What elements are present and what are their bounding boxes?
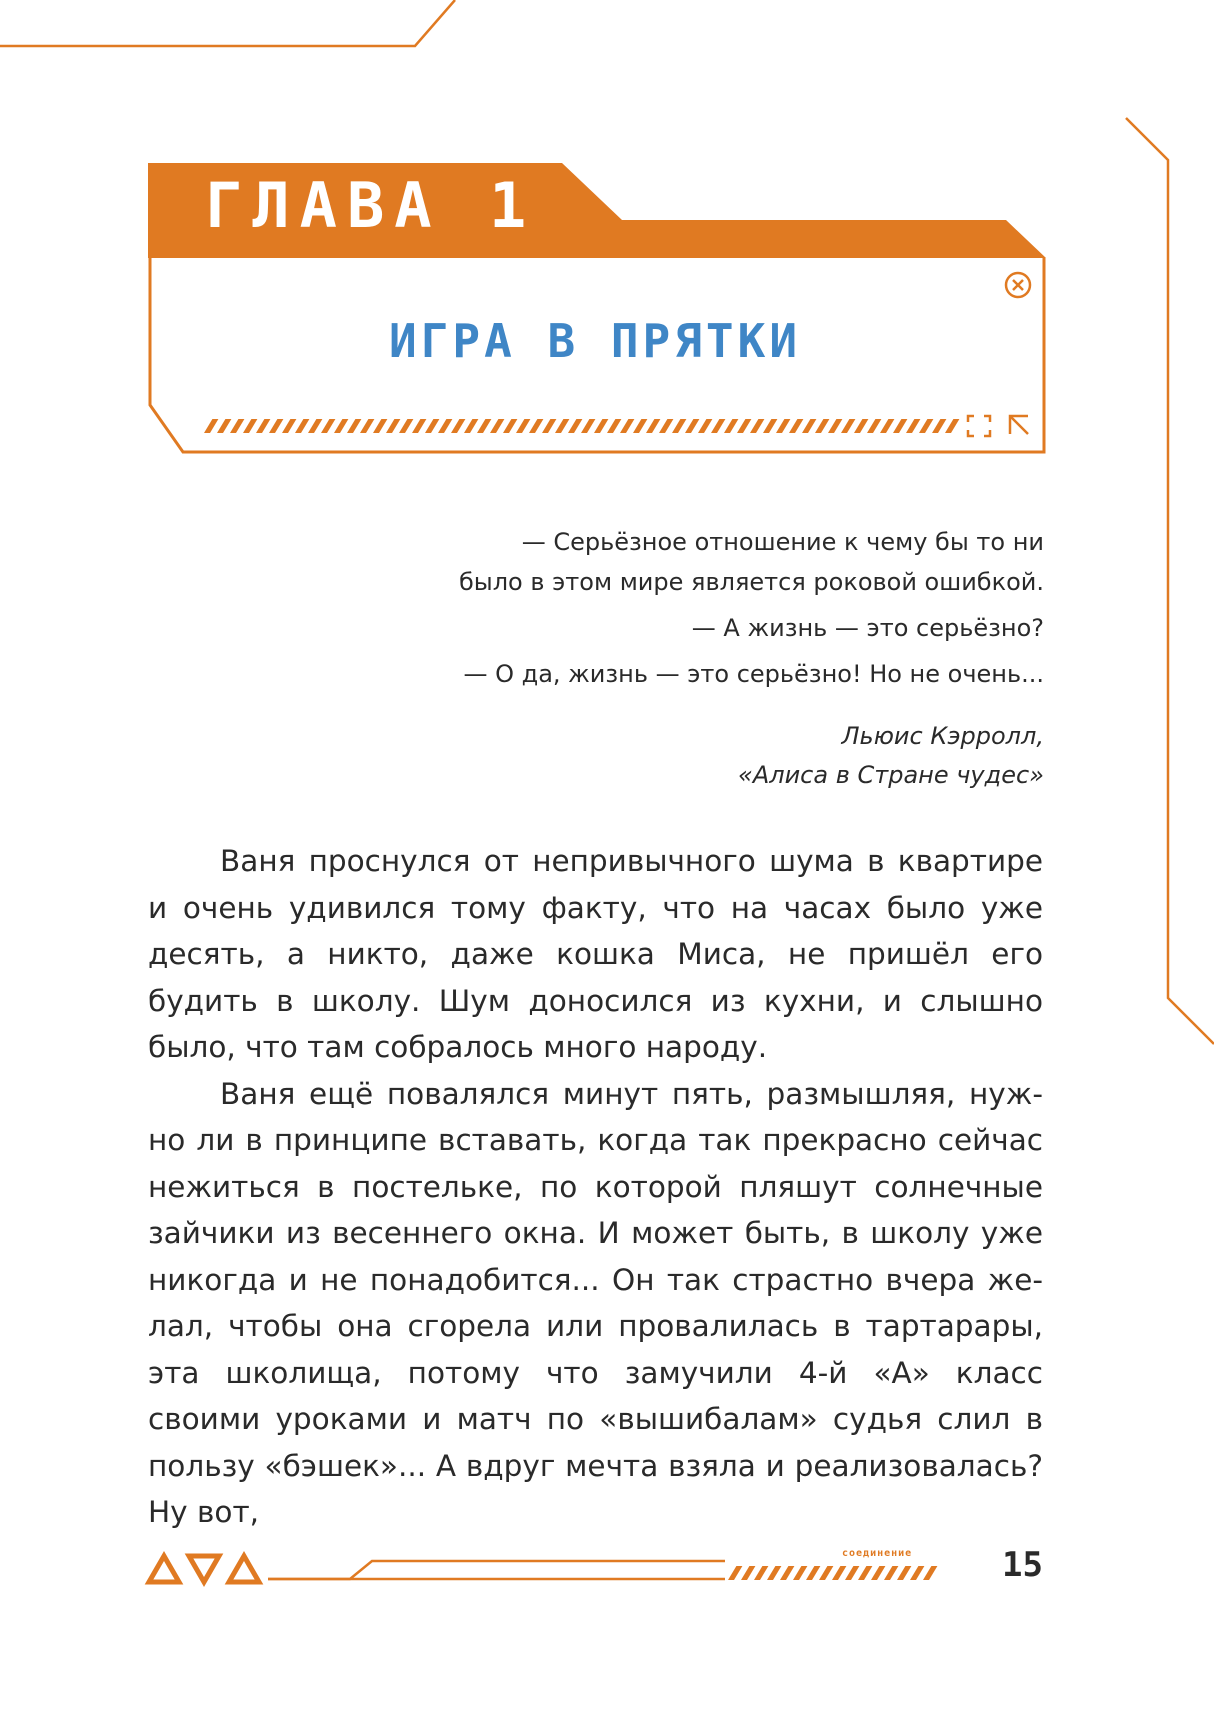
expand-corner-icon [966, 414, 1036, 438]
hazard-stripe [373, 419, 387, 433]
hazard-stripe [763, 419, 777, 433]
hazard-stripe [728, 1566, 742, 1580]
hazard-stripe [780, 1566, 794, 1580]
hazard-stripe [923, 1566, 937, 1580]
hazard-stripe [841, 419, 855, 433]
hazard-stripe [880, 419, 894, 433]
hazard-stripe [806, 1566, 820, 1580]
hazard-stripe [646, 419, 660, 433]
hazard-stripe [256, 419, 270, 433]
epigraph-line: — О да, жизнь — это серьёзно! Но не очень... [463, 660, 1044, 688]
hazard-stripes-header [204, 419, 959, 433]
hazard-stripe [412, 419, 426, 433]
hazard-stripe [633, 419, 647, 433]
hazard-stripe [754, 1566, 768, 1580]
hazard-stripe [685, 419, 699, 433]
hazard-stripe [897, 1566, 911, 1580]
hazard-stripe [815, 419, 829, 433]
hazard-stripe [854, 419, 868, 433]
epigraph-attribution [738, 717, 1044, 795]
hazard-stripe [789, 419, 803, 433]
hazard-stripe [243, 419, 257, 433]
hazard-stripe [360, 419, 374, 433]
paragraph: Ваня ещё повалялся минут пять, размышляя, нужно ли в принципе вставать, когда так прекрасно сейчас нежиться в постельке, по которой пляшут солнечные зайчики из весеннего окна. И может быть, в школу уже никогда и не понадобится... Он так страстно вчера желал, чтобы она сгорела или провалилась в тартарары, эта школища, потому что замучили 4-й «А» класс своими уроками и матч по «вышибалам» судья слил в пользу «бэшек»... А вдруг мечта взяла и реализовалась? Ну вот, [148, 1076, 1043, 1529]
hazard-stripe [282, 419, 296, 433]
hazard-stripe [308, 419, 322, 433]
hazard-stripe [945, 419, 959, 433]
hazard-stripe [659, 419, 673, 433]
chapter-title: ИГРА В ПРЯТКИ [388, 314, 802, 368]
hazard-stripe [581, 419, 595, 433]
epigraph-line: было в этом мире является роковой ошибкой. [458, 568, 1044, 596]
hazard-stripe [741, 1566, 755, 1580]
hazard-stripe [858, 1566, 872, 1580]
close-circle-icon [1003, 270, 1033, 300]
hazard-stripe [503, 419, 517, 433]
hazard-stripe [932, 419, 946, 433]
hazard-stripe [477, 419, 491, 433]
hazard-stripe [767, 1566, 781, 1580]
chapter-label: ГЛАВА 1 [205, 169, 537, 242]
epigraph [424, 522, 1044, 694]
triangle-shapes-icon [149, 1556, 259, 1582]
hazard-stripe [845, 1566, 859, 1580]
epigraph-author: Льюис Кэрролл, [841, 722, 1044, 750]
hazard-stripe [451, 419, 465, 433]
hazard-stripe [819, 1566, 833, 1580]
hazard-stripe [321, 419, 335, 433]
top-corner-line [0, 0, 455, 46]
hazard-stripe [793, 1566, 807, 1580]
right-side-bracket [1126, 118, 1214, 1044]
hazard-stripe [737, 419, 751, 433]
hazard-stripe [871, 1566, 885, 1580]
hazard-stripe [919, 419, 933, 433]
footer-line [268, 1561, 725, 1579]
hazard-stripe [516, 419, 530, 433]
hazard-stripe [884, 1566, 898, 1580]
hazard-stripe [269, 419, 283, 433]
hazard-stripe [698, 419, 712, 433]
hazard-stripe [867, 419, 881, 433]
hazard-stripe [893, 419, 907, 433]
hazard-stripe [425, 419, 439, 433]
hazard-stripe [724, 419, 738, 433]
hazard-stripe [607, 419, 621, 433]
hazard-stripe [711, 419, 725, 433]
hazard-stripe [776, 419, 790, 433]
hazard-stripe [399, 419, 413, 433]
epigraph-line: — Серьёзное отношение к чему бы то ни [521, 528, 1044, 556]
hazard-stripe [832, 1566, 846, 1580]
hazard-stripe [750, 419, 764, 433]
page-number: 15 [1002, 1545, 1043, 1585]
hazard-stripe [204, 419, 218, 433]
hazard-stripe [490, 419, 504, 433]
footer-mark: соединение [842, 1548, 913, 1559]
hazard-stripe [347, 419, 361, 433]
body-text [148, 838, 1043, 1536]
hazard-stripe [386, 419, 400, 433]
hazard-stripe [217, 419, 231, 433]
hazard-stripe [334, 419, 348, 433]
epigraph-source: «Алиса в Стране чудес» [738, 761, 1044, 789]
paragraph: Ваня проснулся от непривычного шума в квартире и очень удивился тому факту, что на часах было уже десять, а никто, даже кошка Миса, не пришёл его будить в школу. Шум доносился из кухни, и слышно было, что там собралось много народу. [148, 844, 1043, 1064]
hazard-stripe [438, 419, 452, 433]
hazard-stripes-footer [728, 1566, 937, 1580]
epigraph-line: — А жизнь — это серьёзно? [691, 614, 1044, 642]
hazard-stripe [464, 419, 478, 433]
hazard-stripe [620, 419, 634, 433]
hazard-stripe [542, 419, 556, 433]
hazard-stripe [295, 419, 309, 433]
hazard-stripe [594, 419, 608, 433]
hazard-stripe [555, 419, 569, 433]
hazard-stripe [906, 419, 920, 433]
hazard-stripe [529, 419, 543, 433]
hazard-stripe [230, 419, 244, 433]
hazard-stripe [802, 419, 816, 433]
hazard-stripe [828, 419, 842, 433]
hazard-stripe [672, 419, 686, 433]
hazard-stripe [568, 419, 582, 433]
hazard-stripe [910, 1566, 924, 1580]
